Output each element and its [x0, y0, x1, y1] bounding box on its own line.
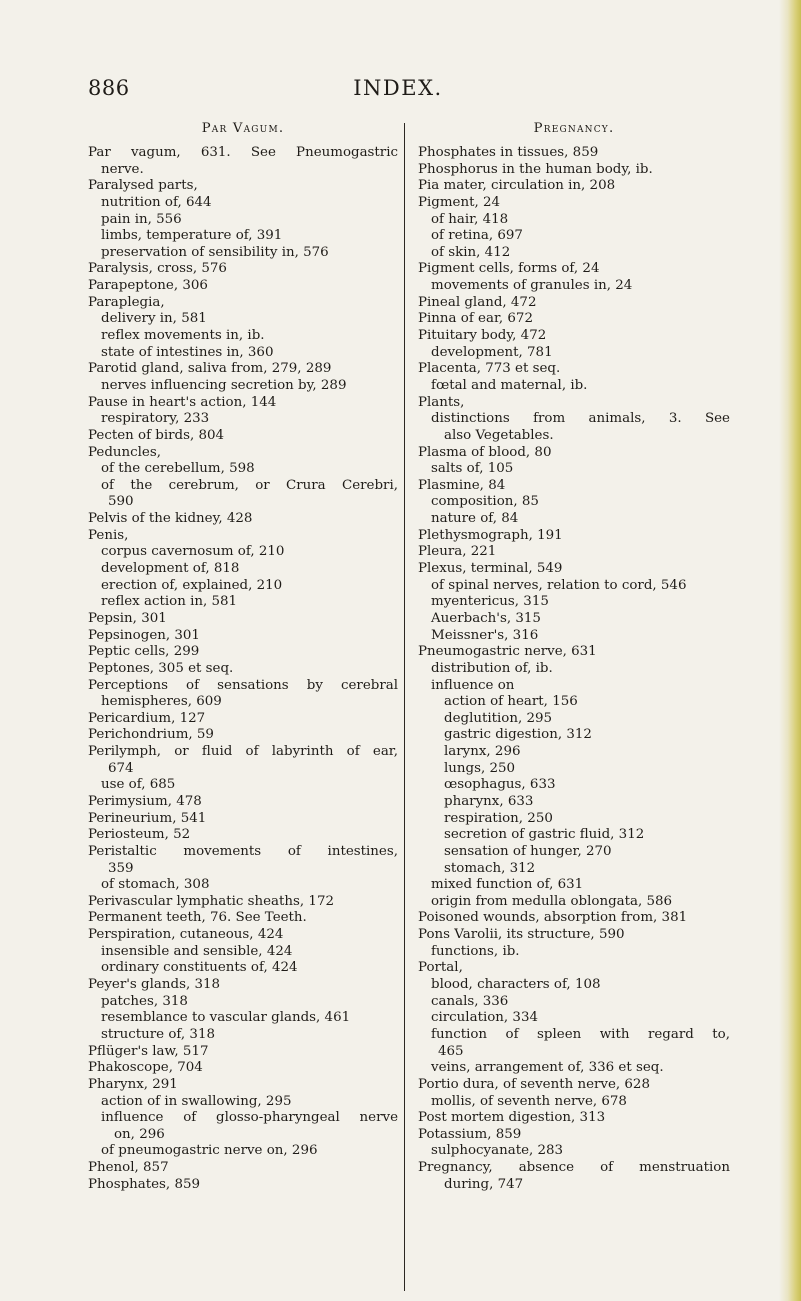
index-subentry: nerves influencing secretion by, 289 [101, 377, 347, 393]
index-subentry: circulation, 334 [431, 1010, 538, 1026]
index-subentry: respiratory, 233 [101, 411, 210, 427]
index-subentry: state of intestines in, 360 [101, 344, 274, 360]
index-subentry: salts of, 105 [431, 461, 514, 477]
index-subentry: of spinal nerves, relation to cord, 546 [431, 577, 687, 593]
index-entry: Plexus, terminal, 549 [418, 561, 563, 577]
index-subentry: hemispheres, 609 [101, 694, 222, 710]
index-subentry: 674 [108, 760, 134, 776]
index-subentry: composition, 85 [431, 494, 539, 510]
index-entry: Pleura, 221 [418, 544, 497, 560]
index-entry: Perilymph, or fluid of labyrinth of ear, [88, 744, 398, 760]
index-subentry: deglutition, 295 [444, 710, 553, 726]
index-entry: Parapeptone, 306 [88, 278, 208, 294]
index-subentry: development, 781 [431, 344, 553, 360]
index-subentry: origin from medulla oblongata, 586 [431, 893, 673, 909]
index-entry: Peduncles, [88, 444, 161, 460]
index-subentry: fœtal and maternal, ib. [431, 377, 588, 393]
index-entry: Perceptions of sensations by cerebral [88, 677, 398, 693]
index-subentry: sulphocyanate, 283 [431, 1143, 564, 1159]
index-entry: Paralysis, cross, 576 [88, 261, 227, 277]
index-subentry: also Vegetables. [444, 427, 554, 443]
index-subentry: corpus cavernosum of, 210 [101, 544, 285, 560]
column-divider [404, 123, 405, 1291]
index-subentry: larynx, 296 [444, 744, 521, 760]
index-entry: Peyer's glands, 318 [88, 977, 221, 993]
index-subentry: mixed function of, 631 [431, 877, 584, 893]
index-entry: Portal, [418, 960, 463, 976]
index-subentry: distinctions from animals, 3. See [431, 411, 730, 427]
index-subentry: reflex movements in, ib. [101, 328, 265, 344]
index-entry: Paralysed parts, [88, 178, 198, 194]
page-number: 886 [88, 76, 130, 100]
index-entry: Phenol, 857 [88, 1160, 169, 1176]
index-entry: Pinna of ear, 672 [418, 311, 533, 327]
index-subentry: stomach, 312 [444, 860, 536, 876]
index-subentry: mollis, of seventh nerve, 678 [431, 1093, 627, 1109]
index-subentry: preservation of sensibility in, 576 [101, 244, 329, 260]
index-subentry: pharynx, 633 [444, 793, 534, 809]
running-title: INDEX. [353, 76, 443, 100]
index-subentry: delivery in, 581 [101, 311, 207, 327]
index-subentry: gastric digestion, 312 [444, 727, 592, 743]
index-entry: Perichondrium, 59 [88, 727, 214, 743]
index-entry: Par vagum, 631. See Pneumogastric [88, 145, 398, 160]
entry-list-left [88, 145, 398, 1193]
index-entry: Pineal gland, 472 [418, 294, 537, 310]
index-subentry: of stomach, 308 [101, 877, 210, 893]
index-subentry: insensible and sensible, 424 [101, 943, 293, 959]
index-entry: Perspiration, cutaneous, 424 [88, 927, 284, 943]
index-subentry: on, 296 [114, 1126, 165, 1142]
index-subentry: patches, 318 [101, 993, 188, 1009]
index-subentry: movements of granules in, 24 [431, 278, 633, 294]
index-entry: Perivascular lymphatic sheaths, 172 [88, 893, 334, 909]
index-subentry: during, 747 [444, 1176, 524, 1192]
index-subentry: myentericus, 315 [431, 594, 549, 610]
page-edge-shading [779, 0, 801, 1301]
index-subentry: of skin, 412 [431, 244, 511, 260]
column-heading-right: Pregnancy. [533, 121, 615, 136]
index-subentry: pain in, 556 [101, 211, 182, 227]
index-subentry: blood, characters of, 108 [431, 977, 601, 993]
index-column-right [418, 117, 730, 1193]
index-entry: Phosphorus in the human body, ib. [418, 161, 653, 177]
index-entry: Plasma of blood, 80 [418, 444, 552, 460]
index-subentry: Meissner's, 316 [431, 627, 539, 643]
index-entry: Poisoned wounds, absorption from, 381 [418, 910, 688, 926]
index-subentry: use of, 685 [101, 777, 176, 793]
index-subentry: of pneumogastric nerve on, 296 [101, 1143, 318, 1159]
index-subentry: ordinary constituents of, 424 [101, 960, 298, 976]
index-entry: Plasmine, 84 [418, 477, 506, 493]
index-entry: Pigment cells, forms of, 24 [418, 261, 600, 277]
index-subentry: distribution of, ib. [431, 660, 553, 676]
index-subentry: nature of, 84 [431, 511, 519, 527]
index-entry: Pericardium, 127 [88, 710, 206, 726]
index-entry: Pepsinogen, 301 [88, 627, 200, 643]
index-subentry: of the cerebellum, 598 [101, 461, 255, 477]
index-subentry: erection of, explained, 210 [101, 577, 283, 593]
index-entry: Penis, [88, 527, 129, 543]
index-subentry: reflex action in, 581 [101, 594, 238, 610]
index-subentry: secretion of gastric fluid, 312 [444, 827, 645, 843]
index-subentry: development of, 818 [101, 561, 240, 577]
index-entry: Potassium, 859 [418, 1126, 522, 1142]
index-entry: Pituitary body, 472 [418, 328, 547, 344]
index-entry: Pia mater, circulation in, 208 [418, 178, 616, 194]
index-entry: Pelvis of the kidney, 428 [88, 511, 253, 527]
index-entry: Parotid gland, saliva from, 279, 289 [88, 361, 332, 377]
index-subentry: Auerbach's, 315 [431, 610, 541, 626]
index-entry: Pepsin, 301 [88, 610, 167, 626]
index-entry: Pecten of birds, 804 [88, 427, 225, 443]
index-subentry: structure of, 318 [101, 1026, 215, 1042]
index-subentry: influence on [431, 677, 515, 693]
index-entry: Perimysium, 478 [88, 793, 202, 809]
index-entry: Pons Varolii, its structure, 590 [418, 927, 625, 943]
index-entry: Peptic cells, 299 [88, 644, 200, 660]
entry-list-right [418, 145, 730, 1193]
index-entry: Perineurium, 541 [88, 810, 207, 826]
index-subentry: action of heart, 156 [444, 694, 578, 710]
index-subentry: 359 [108, 860, 134, 876]
index-subentry: resemblance to vascular glands, 461 [101, 1010, 351, 1026]
index-column-left [88, 117, 398, 1193]
index-entry: Permanent teeth, 76. See Teeth. [88, 910, 307, 926]
index-subentry: action of in swallowing, 295 [101, 1093, 292, 1109]
index-subentry: function of spleen with regard to, [431, 1026, 730, 1042]
index-subentry: 465 [438, 1043, 464, 1059]
index-entry: Pigment, 24 [418, 194, 501, 210]
index-entry: Phosphates, 859 [88, 1176, 200, 1192]
index-entry: Plants, [418, 394, 465, 410]
index-entry: Periosteum, 52 [88, 827, 191, 843]
index-entry: Phosphates in tissues, 859 [418, 145, 599, 160]
column-heading-left: Par Vagum. [201, 121, 285, 136]
index-entry: Pharynx, 291 [88, 1076, 178, 1092]
index-entry: Pregnancy, absence of menstruation [418, 1160, 730, 1176]
index-subentry: veins, arrangement of, 336 et seq. [431, 1060, 664, 1076]
index-entry: Pneumogastric nerve, 631 [418, 644, 597, 660]
index-subentry: functions, ib. [431, 943, 520, 959]
index-entry: Placenta, 773 et seq. [418, 361, 561, 377]
index-entry: Pause in heart's action, 144 [88, 394, 277, 410]
index-subentry: respiration, 250 [444, 810, 553, 826]
index-subentry: influence of glosso-pharyngeal nerve [101, 1110, 398, 1126]
index-entry: Plethysmograph, 191 [418, 527, 563, 543]
index-subentry: lungs, 250 [444, 760, 516, 776]
index-subentry: canals, 336 [431, 993, 509, 1009]
index-subentry: œsophagus, 633 [444, 777, 556, 793]
index-subentry: 590 [108, 494, 134, 510]
index-subentry: nerve. [101, 161, 144, 177]
index-subentry: nutrition of, 644 [101, 194, 212, 210]
index-subentry: of the cerebrum, or Crura Cerebri, [101, 477, 398, 493]
page-header [88, 76, 708, 106]
index-entry: Phakoscope, 704 [88, 1060, 203, 1076]
index-entry: Portio dura, of seventh nerve, 628 [418, 1076, 650, 1092]
index-subentry: of retina, 697 [431, 228, 523, 244]
index-subentry: sensation of hunger, 270 [444, 843, 612, 859]
index-entry: Post mortem digestion, 313 [418, 1110, 606, 1126]
index-entry: Peristaltic movements of intestines, [88, 843, 398, 859]
index-subentry: limbs, temperature of, 391 [101, 228, 283, 244]
index-entry: Pflüger's law, 517 [88, 1043, 209, 1059]
index-entry: Paraplegia, [88, 294, 165, 310]
index-subentry: of hair, 418 [431, 211, 509, 227]
index-entry: Peptones, 305 et seq. [88, 660, 234, 676]
